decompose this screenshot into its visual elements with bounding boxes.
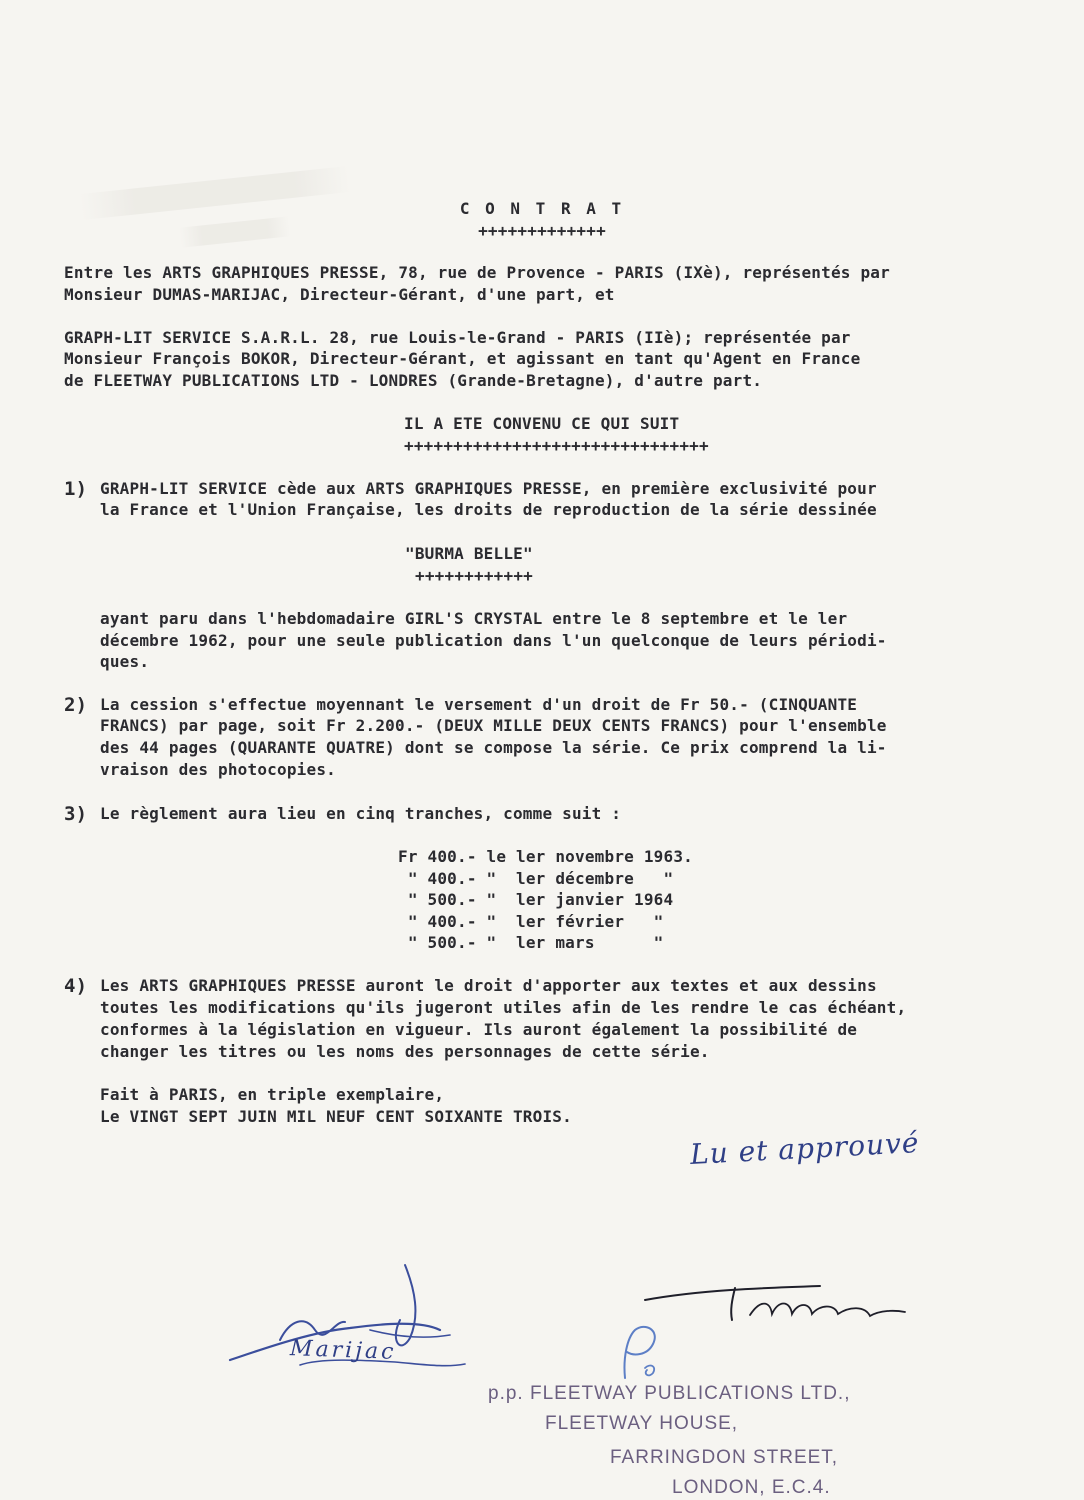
clause-line: décembre 1962, pour une seule publication dans l'un quelconque de leurs périodi- (100, 631, 887, 650)
clause-line: Les ARTS GRAPHIQUES PRESSE auront le droit d'apporter aux textes et aux dessins (100, 976, 877, 995)
clause-line: La cession s'effectue moyennant le versement d'un droit de Fr 50.- (CINQUANTE (100, 695, 858, 714)
section-heading: IL A ETE CONVENU CE QUI SUIT (404, 414, 680, 433)
signature-right (640, 1270, 920, 1330)
payment-row: " 400.- " ler décembre " (398, 869, 674, 888)
handwritten-approval: Lu et approuvé (689, 1126, 921, 1171)
clause-line: ayant paru dans l'hebdomadaire GIRL'S CRYSTAL entre le 8 septembre et le ler (100, 609, 848, 628)
payment-row: " 500.- " ler mars " (398, 933, 664, 952)
clause-number: 3) (64, 803, 88, 825)
clause-line: FRANCS) par page, soit Fr 2.200.- (DEUX MILLE DEUX CENTS FRANCS) pour l'ensemble (100, 716, 887, 735)
series-title: "BURMA BELLE" (405, 544, 533, 563)
clause-number: 4) (64, 975, 88, 997)
payment-row: Fr 400.- le ler novembre 1963. (398, 847, 693, 866)
signature-left-name: Marijac (289, 1336, 397, 1365)
contract-title: C O N T R A T (459, 199, 625, 218)
parties-line: Entre les ARTS GRAPHIQUES PRESSE, 78, rue de Provence - PARIS (IXè), représentés par (64, 263, 890, 282)
parties-line: Monsieur François BOKOR, Directeur-Gérant, et agissant en tant qu'Agent en France (64, 349, 861, 368)
title-rule: +++++++++++++ (478, 221, 606, 240)
parties-line: de FLEETWAY PUBLICATIONS LTD - LONDRES (Grande-Bretagne), d'autre part. (64, 371, 763, 390)
clause-line: la France et l'Union Française, les droits de reproduction de la série dessinée (100, 500, 877, 519)
clause-line: conformes à la législation en vigueur. Ils auront également la possibilité de (100, 1020, 858, 1039)
stamp-line: FLEETWAY HOUSE, (545, 1413, 739, 1434)
section-rule: +++++++++++++++++++++++++++++++ (404, 436, 709, 455)
closing-line: Fait à PARIS, en triple exemplaire, (100, 1085, 445, 1104)
clause-line: toutes les modifications qu'ils jugeront utiles afin de les rendre le cas échéant, (100, 998, 907, 1017)
clause-line: vraison des photocopies. (100, 760, 336, 779)
stamp-line: LONDON, E.C.4. (672, 1477, 831, 1498)
clause-line: ques. (100, 652, 150, 671)
parties-line: Monsieur DUMAS-MARIJAC, Directeur-Gérant, d'une part, et (64, 285, 615, 304)
parties-line: GRAPH-LIT SERVICE S.A.R.L. 28, rue Louis-le-Grand - PARIS (IIè); représentée par (64, 328, 851, 347)
payment-row: " 400.- " ler février " (398, 912, 664, 931)
series-rule: ++++++++++++ (415, 566, 533, 585)
stamp-line: p.p. FLEETWAY PUBLICATIONS LTD., (488, 1383, 851, 1404)
clause-line: des 44 pages (QUARANTE QUATRE) dont se compose la série. Ce prix comprend la li- (100, 738, 887, 757)
clause-number: 1) (64, 478, 88, 500)
clause-number: 2) (64, 694, 88, 716)
payment-row: " 500.- " ler janvier 1964 (398, 890, 674, 909)
clause-line: Le règlement aura lieu en cinq tranches, comme suit : (100, 804, 622, 823)
signature-left (220, 1260, 480, 1390)
closing-line: Le VINGT SEPT JUIN MIL NEUF CENT SOIXANTE TROIS. (100, 1107, 572, 1126)
clause-line: GRAPH-LIT SERVICE cède aux ARTS GRAPHIQUES PRESSE, en première exclusivité pour (100, 479, 877, 498)
stamp-line: FARRINGDON STREET, (610, 1447, 839, 1468)
clause-line: changer les titres ou les noms des personnages de cette série. (100, 1042, 710, 1061)
